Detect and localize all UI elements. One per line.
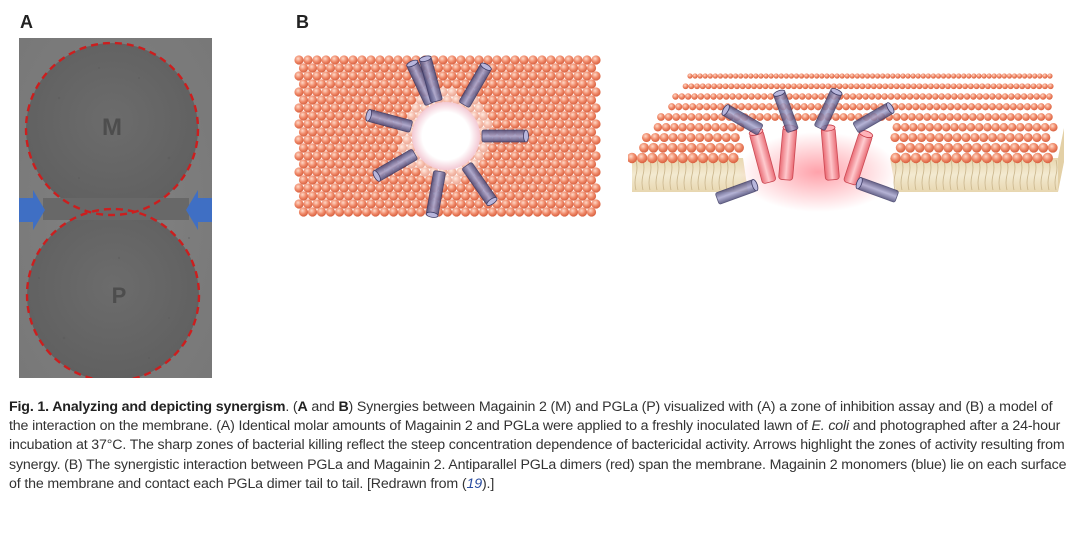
caption-text-1: . (	[285, 399, 298, 415]
inhibition-assay-photo	[19, 38, 212, 378]
zone-label-p: P	[111, 283, 127, 308]
caption-text-5: ).]	[481, 475, 495, 492]
panel-a-label: A	[20, 12, 33, 32]
caption-bold-a: A	[297, 399, 308, 415]
membrane-cross-section	[628, 62, 1068, 222]
figure-caption	[9, 398, 1071, 494]
caption-reference-link[interactable]: 19	[466, 475, 482, 492]
membrane-top-view-diagram	[293, 52, 603, 224]
caption-text-4: and photographed after a 24-hour incubation at 37°C. The sharp zones of bacterial killing reflect the steep concentration dependence of bactericidal activity. Arrows highlight the zones of activity resulting from synergy. (B) The synergistic interaction between PGLa and Magainin 2. Antiparallel PGLa dimers (red) span the membrane. Magainin 2 monomers (blue) lie on each surface of the membrane and contact each PGLa dimer tail to tail. [Redrawn from (	[9, 418, 1067, 492]
inhibition-assay-image	[19, 38, 212, 378]
caption-title: Fig. 1. Analyzing and depicting synergism	[9, 399, 286, 415]
caption-text-3: ) Synergies between Magainin 2 (M) and PGLa (P) visualized with (A) a zone of inhibition assay and (B) a model of the interaction on the membrane. (A) Identical molar amounts of Magainin 2 and PGLa were applied to a freshly inoculated lawn of	[9, 399, 1053, 435]
panel-b-label: B	[296, 12, 309, 32]
caption-organism: E. coli	[811, 418, 850, 435]
caption-bold-b: B	[338, 399, 349, 415]
membrane-top-view	[293, 52, 603, 224]
membrane-pore	[412, 102, 480, 170]
membrane-cross-section-diagram	[628, 62, 1068, 222]
zone-label-m: M	[102, 114, 122, 141]
magainin-monomer	[482, 130, 529, 142]
caption-text-2: and	[307, 399, 339, 415]
